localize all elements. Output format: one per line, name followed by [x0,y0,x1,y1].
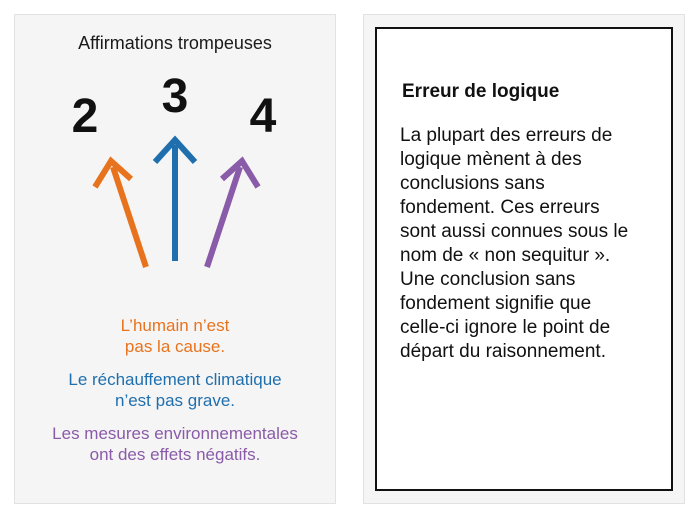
body-line: Une conclusion sans [400,269,576,290]
claim-line: ont des effets négatifs. [89,445,261,464]
claim-line: Le réchauffement climatique [68,370,282,389]
claim-line: L’humain n’est [120,316,230,335]
body-line: celle-ci ignore le point de [400,317,611,338]
definition-title: Erreur de logique [402,81,560,102]
definition-frame [375,27,673,491]
body-line: fondement signifie que [400,293,592,314]
number-4: 4 [249,90,277,143]
number-3: 3 [161,70,189,123]
number-2: 2 [71,90,99,143]
arrows-graphic [15,15,335,305]
blue-arrow-icon [155,140,195,261]
claim-human-not-cause [15,315,335,357]
body-line: conclusions sans [400,173,545,194]
right-card [363,14,685,504]
definition-body [400,124,658,364]
purple-arrow-icon [207,161,258,267]
body-line: nom de « non sequitur ». [400,245,611,266]
claim-line: Les mesures environnementales [52,424,298,443]
body-line: logique mènent à des [400,149,582,170]
orange-arrow-icon [95,161,146,267]
left-card [14,14,336,504]
body-line: fondement. Ces erreurs [400,197,600,218]
claim-warming-not-serious [15,369,335,411]
body-line: La plupart des erreurs de [400,125,613,146]
claim-line: pas la cause. [124,337,226,356]
claim-measures-negative [15,423,335,465]
body-line: départ du raisonnement. [400,341,606,362]
body-line: sont aussi connues sous le [400,221,629,242]
card-title: Affirmations trompeuses [78,33,272,53]
claim-line: n’est pas grave. [114,391,235,410]
